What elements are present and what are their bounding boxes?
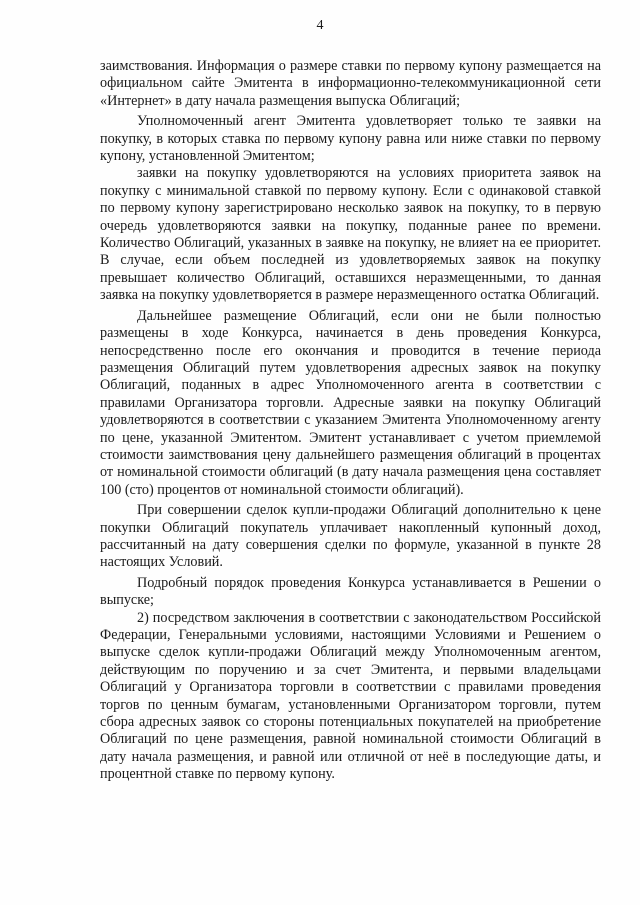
paragraph-further-placement: Дальнейшее размещение Облигаций, если они не были полностью размещены в ходе Конкурса, начинается в день проведения Конкурса, непосредственно после его окончания и проводится в течение периода размещения Облигаций путем удовлетворения адресных заявок на покупку Облигаций, поданных в адрес Уполномоченного агента в соответствии с правилами Организатора торговли. Адресные заявки на покупку Облигаций удовлетворяются в соответствии с указанием Эмитента Уполномоченному агенту по цене, указанной Эмитентом. Эмитент устанавливает с учетом приемлемой стоимости заимствования цену дальнейшего размещения облигаций в процентах от номинальной стоимости облигаций (в дату начала размещения цена составляет 100 (сто) процентов от номинальной стоимости облигаций). [100, 307, 601, 498]
page-number: 4 [316, 18, 324, 33]
paragraph-continuation: заимствования. Информация о размере ставки по первому купону размещается на официальном сайте Эмитента в информационно-телекоммуникационной сети «Интернет» в дату начала размещения выпуска Облигаций; [100, 58, 601, 109]
paragraph-method-two: 2) посредством заключения в соответствии с законодательством Российской Федерации, Генеральными условиями, настоящими Условиями и Решением о выпуске сделок купли-продажи Облигаций между Уполномоченным агентом, действующим по поручению и за счет Эмитента, и первыми владельцами Облигаций у Организатора торговли в соответствии с правилами проведения торгов по ценным бумагам, установленными Организатором торговли, путем сбора адресных заявок со стороны потенциальных покупателей на приобретение Облигаций по цене размещения, равной номинальной стоимости Облигаций в дату начала размещения, и равной или отличной от неё в последующие даты, и процентной ставке по первому купону. [100, 609, 601, 783]
paragraph-bid-priority: заявки на покупку удовлетворяются на условиях приоритета заявок на покупку с минимальной ставкой по первому купону. Если с одинаковой ставкой по первому купону зарегистрировано несколько заявок на покупку, то в первую очередь удовлетворяются заявки на покупку, поданные ранее по времени. Количество Облигаций, указанных в заявке на покупку, не влияет на ее приоритет. В случае, если объем последней из удовлетворяемых заявок на покупку превышает количество Облигаций, оставшихся неразмещенными, то данная заявка на покупку удовлетворяется в размере неразмещенного остатка Облигаций. [100, 165, 601, 304]
paragraph-agent-bids: Уполномоченный агент Эмитента удовлетворяет только те заявки на покупку, в которых ставка по первому купону равна или ниже ставки по первому купону, установленной Эмитентом; [100, 113, 601, 165]
paragraph-accrued-coupon: При совершении сделок купли-продажи Облигаций дополнительно к цене покупки Облигаций покупатель уплачивает накопленный купонный доход, рассчитанный на дату совершения сделки по формуле, указанной в пункте 28 настоящих Условий. [100, 502, 601, 571]
document-body [100, 58, 601, 784]
paragraph-auction-procedure: Подробный порядок проведения Конкурса устанавливается в Решении о выпуске; [100, 574, 601, 609]
